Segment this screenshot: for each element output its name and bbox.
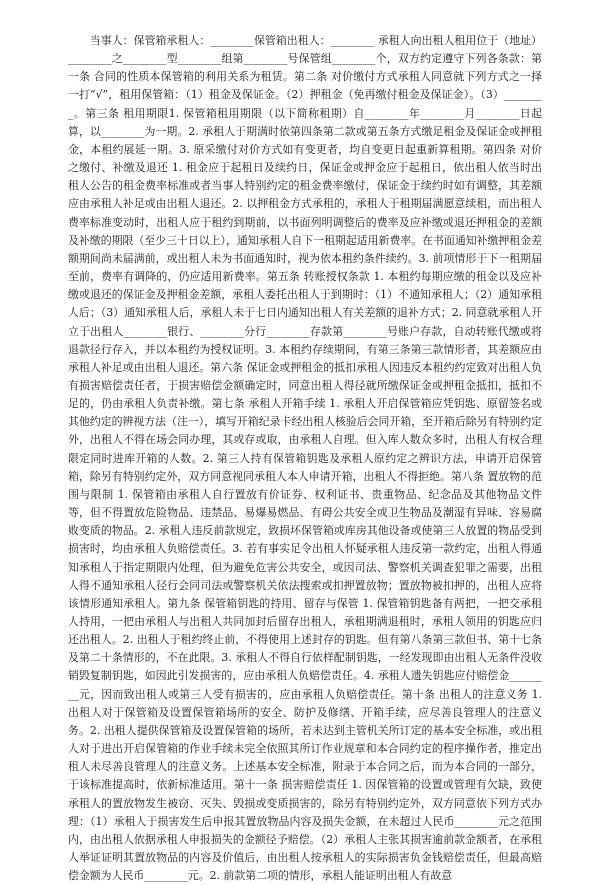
contract-body-text: 当事人：保管箱承租人：________保管箱出租人：________ 承租人向出租人租用位于（地址）________之________型________组第________号保管组________个，双方约定遵守下列各条款：第一条 合同的性质本保管箱的利用关系为租赁。第二条 对价缴付方式承租人同意就下列方式之一择一打“√”，租用保管箱：（1）租金及保证金。（2）押租金（免再缴付租金及保证金）。（3）________。第三条 租用期限1. 保管箱租用期限（以下简称租期）自________年________月________日起算，以________为一期。2. 承租人于期满时依第四条第二款或第五条方式缴足租金及保证金或押租金，本租约展延一期。3. 原采缴付对价方式如有变更者，均自变更日起重新算租期。第四条 对价之缴付、补缴及退还 1. 租金应于起租日及续约日，保证金或押金应于起租日，依出租人依当时出租人公告的租金费率标准或者当事人特别约定的租金费率缴付，保证金于续约时如有调整，其差额应由承租人补足或由出租人退还。2. 以押租金方式承租的，承租人于租期届满愿意续租，而出租人费率标准变动时，出租人应于租约到期前，以书面列明调整后的费率及应补缴或退还押租金的差额及补缴的期限（至少三十日以上），通知承租人自下一租期起适用新费率。在书面通知补缴押租金差额期间尚未届满前，或出租人未为书面通知时，视为依本租约条件续约。3. 前项情形于下一租期届至前，费率有调降的，仍应适用新费率。第五条 转账授权条款 1. 本租约每期应缴的租金以及应补缴或退还的保证金及押租金差额，承租人委托出租人于到期时：（1）不通知承租人；（2）通知承租人后；（3）通知承租人后，承租人未于七日内通知出租人有关差额的退补方式；2. 同意就承租人开立于出租人________银行、________分行________存款第________号账户存款，自动转账代缴或将退款径行存入，并以本租约为授权证明。3. 本租约存续期间，有第三条第三款情形者，其差额应由承租人补足或由出租人退还。第六条 保证金或押租金的抵扣承租人因违反本租约约定致对出租人负有损害赔偿责任者，于损害赔偿金额确定时，同意出租人得径就所缴保证金或押租金抵扣，抵扣不足的，仍由承租人负责补缴。第七条 承租人开箱手续 1. 承租人开启保管箱应凭钥匙、原留签名或其他约定的辨视方法（注一），填写开箱纪录卡经出租人核验后会同开箱，至开箱后除另有特别约定外，出租人不得在场会同办理，其或存或取，由承租人自理。但入库人数众多时，出租人有权合理限定同时进库开箱的人数。2. 第三人持有保管箱钥匙及承租人原约定之辨识方法，申请开启保管箱，除另有特别约定外，双方同意视同承租人本人申请开箱，出租人不得拒绝。第八条 置放物的范围与限制 1. 保管箱由承租人自行置放有价证券、权利证书、贵重物品、纪念品及其他物品文件等，但不得置放危险物品、违禁品、易爆易燃品、有碍公共安全或卫生物品及潮湿有异味、容易腐败变质的物品。2. 承租人违反前款规定，致损坏保管箱或库房其他设备或使第三人放置的物品受到损害时，均由承租人负赔偿责任。3. 若有事实足令出租人怀疑承租人违反第一款约定，出租人得通知承租人于指定期限内处理，但为避免危害公共安全，或因司法、警察机关调查犯罪之需要，出租人得不通知承租人径行会同司法或警察机关依法搜索或扣押置放物；置放物被扣押的，出租人应将该情形通知承租人。第九条 保管箱钥匙的持用、留存与保管 1. 保管箱钥匙备有两把，一把交承租人持用，一把由承租人与出租人共同加封后留存出租人，承租期满退租时，承租人领用的钥匙应归还出租人。2. 出租人于租约终止前，不得使用上述封存的钥匙。但有第八条第三款但书、第十七条及第二十条情形的，不在此限。3. 承租人不得自行依样配制钥匙，一经发现即由出租人无条件没收销毁复制钥匙，如因此引发损害的，应由承租人负赔偿责任。4. 承租人遗失钥匙应付赔偿金________元，因而致出租人或第三人受有损害的，应由承租人负赔偿责任。第十条 出租人的注意义务 1. 出租人对于保管箱及设置保管箱场所的安全、防护及修缮、开箱手续，应尽善良管理人的注意义务。2. 出租人提供保管箱及设置保管箱的场所，若未达到主管机关所订定的基本安全标准，或出租人对于进出开启保管箱的作业手续未完全依照其所订作业规章和本合同约定的程序操作者，推定出租人未尽善良管理人的注意义务。上述基本安全标准，附录于本合同之后，而为本合同的一部分，于该标准提高时，依新标准适用。第十一条 损害赔偿责任 1. 因保管箱的设置或管理有欠缺，致使承租人的置放物发生被窃、灭失、毁损或变质损害的，除另有特别约定外，双方同意依下列方式办理：（1）承租人于损害发生后申报其置放物品内容及损失金额，在未超过人民币________元之范围内，由出租人依据承租人申报损失的金额径予赔偿。（2）承租人主张其损害逾前款金额者，在承租人举证证明其置放物品的内容及价值后，由出租人按承租人的实际损害负金钱赔偿责任，但最高赔偿金额为人民币________元。2. 前款第二项的情形，承租人能证明出租人有故意 [68,34,542,883]
contract-page [68,32,542,885]
